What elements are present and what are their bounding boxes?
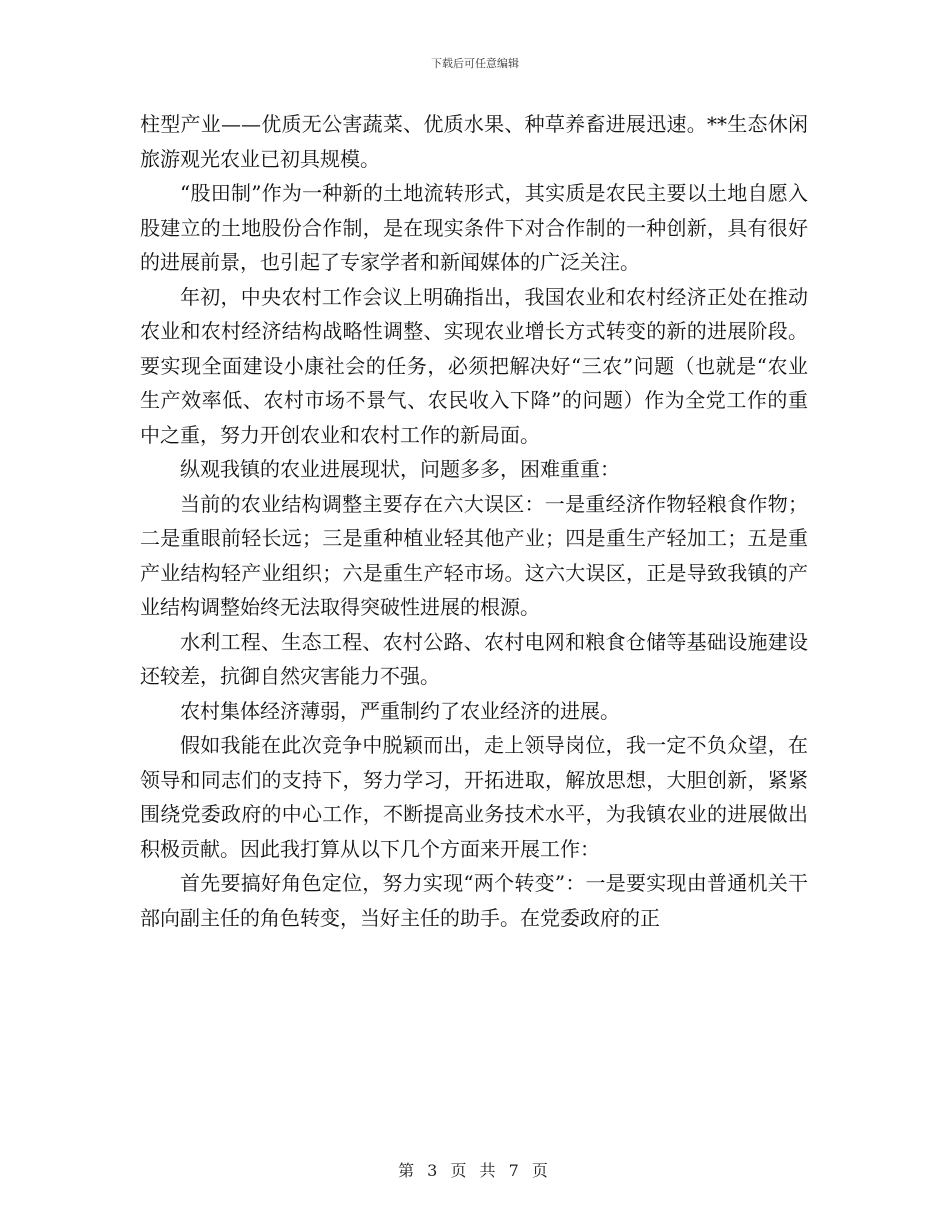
paragraph: 纵观我镇的农业进展现状，问题多多，困难重重： [180,457,620,481]
paragraph: 假如我能在此次竞争中脱颖而出，走上领导岗位，我一定不负众望，在领导和同志们的支持下，努力学习，开拓进取，解放思想，大胆创新，紧紧围绕党委政府的中心工作，不断提高业务技术水平，为我镇农业的进展做出积极贡献。因此我打算从以下几个方面来开展工作： [140,733,808,861]
paragraph: 年初，中央农村工作会议上明确指出，我国农业和农村经济正处在推动农业和农村经济结构战略性调整、实现农业增长方式转变的新的进展阶段。要实现全面建设小康社会的任务，必须把解决好“三农”问题（也就是“农业生产效率低、农村市场不景气、农民收入下降”的问题）作为全党工作的重中之重，努力开创农业和农村工作的新局面。 [140,284,808,447]
paragraph: 农村集体经济薄弱，严重制约了农业经济的进展。 [180,698,620,723]
document-body [140,107,808,935]
page-number-footer: 第 3 页 共 7 页 [398,1161,552,1180]
paragraph: “股田制”作为一种新的土地流转形式，其实质是农民主要以土地自愿入股建立的土地股份合作制，是在现实条件下对合作制的一种创新，具有很好的进展前景，也引起了专家学者和新闻媒体的广泛关注。 [140,181,808,274]
paragraph: 柱型产业——优质无公害蔬菜、优质水果、种草养畜进展迅速。**生态休闲旅游观光农业已初具规模。 [140,112,808,171]
paragraph: 首先要搞好角色定位，努力实现“两个转变”：一是要实现由普通机关干部向副主任的角色转变，当好主任的助手。在党委政府的正 [140,871,808,930]
page-header: 下载后可任意编辑 [431,57,519,70]
paragraph: 当前的农业结构调整主要存在六大误区：一是重经济作物轻粮食作物；二是重眼前轻长远；三是重种植业轻其他产业；四是重生产轻加工；五是重产业结构轻产业组织；六是重生产轻市场。这六大误区，正是导致我镇的产业结构调整始终无法取得突破性进展的根源。 [140,491,808,619]
paragraph: 水利工程、生态工程、农村公路、农村电网和粮食仓储等基础设施建设还较差，抗御自然灾害能力不强。 [140,629,808,688]
